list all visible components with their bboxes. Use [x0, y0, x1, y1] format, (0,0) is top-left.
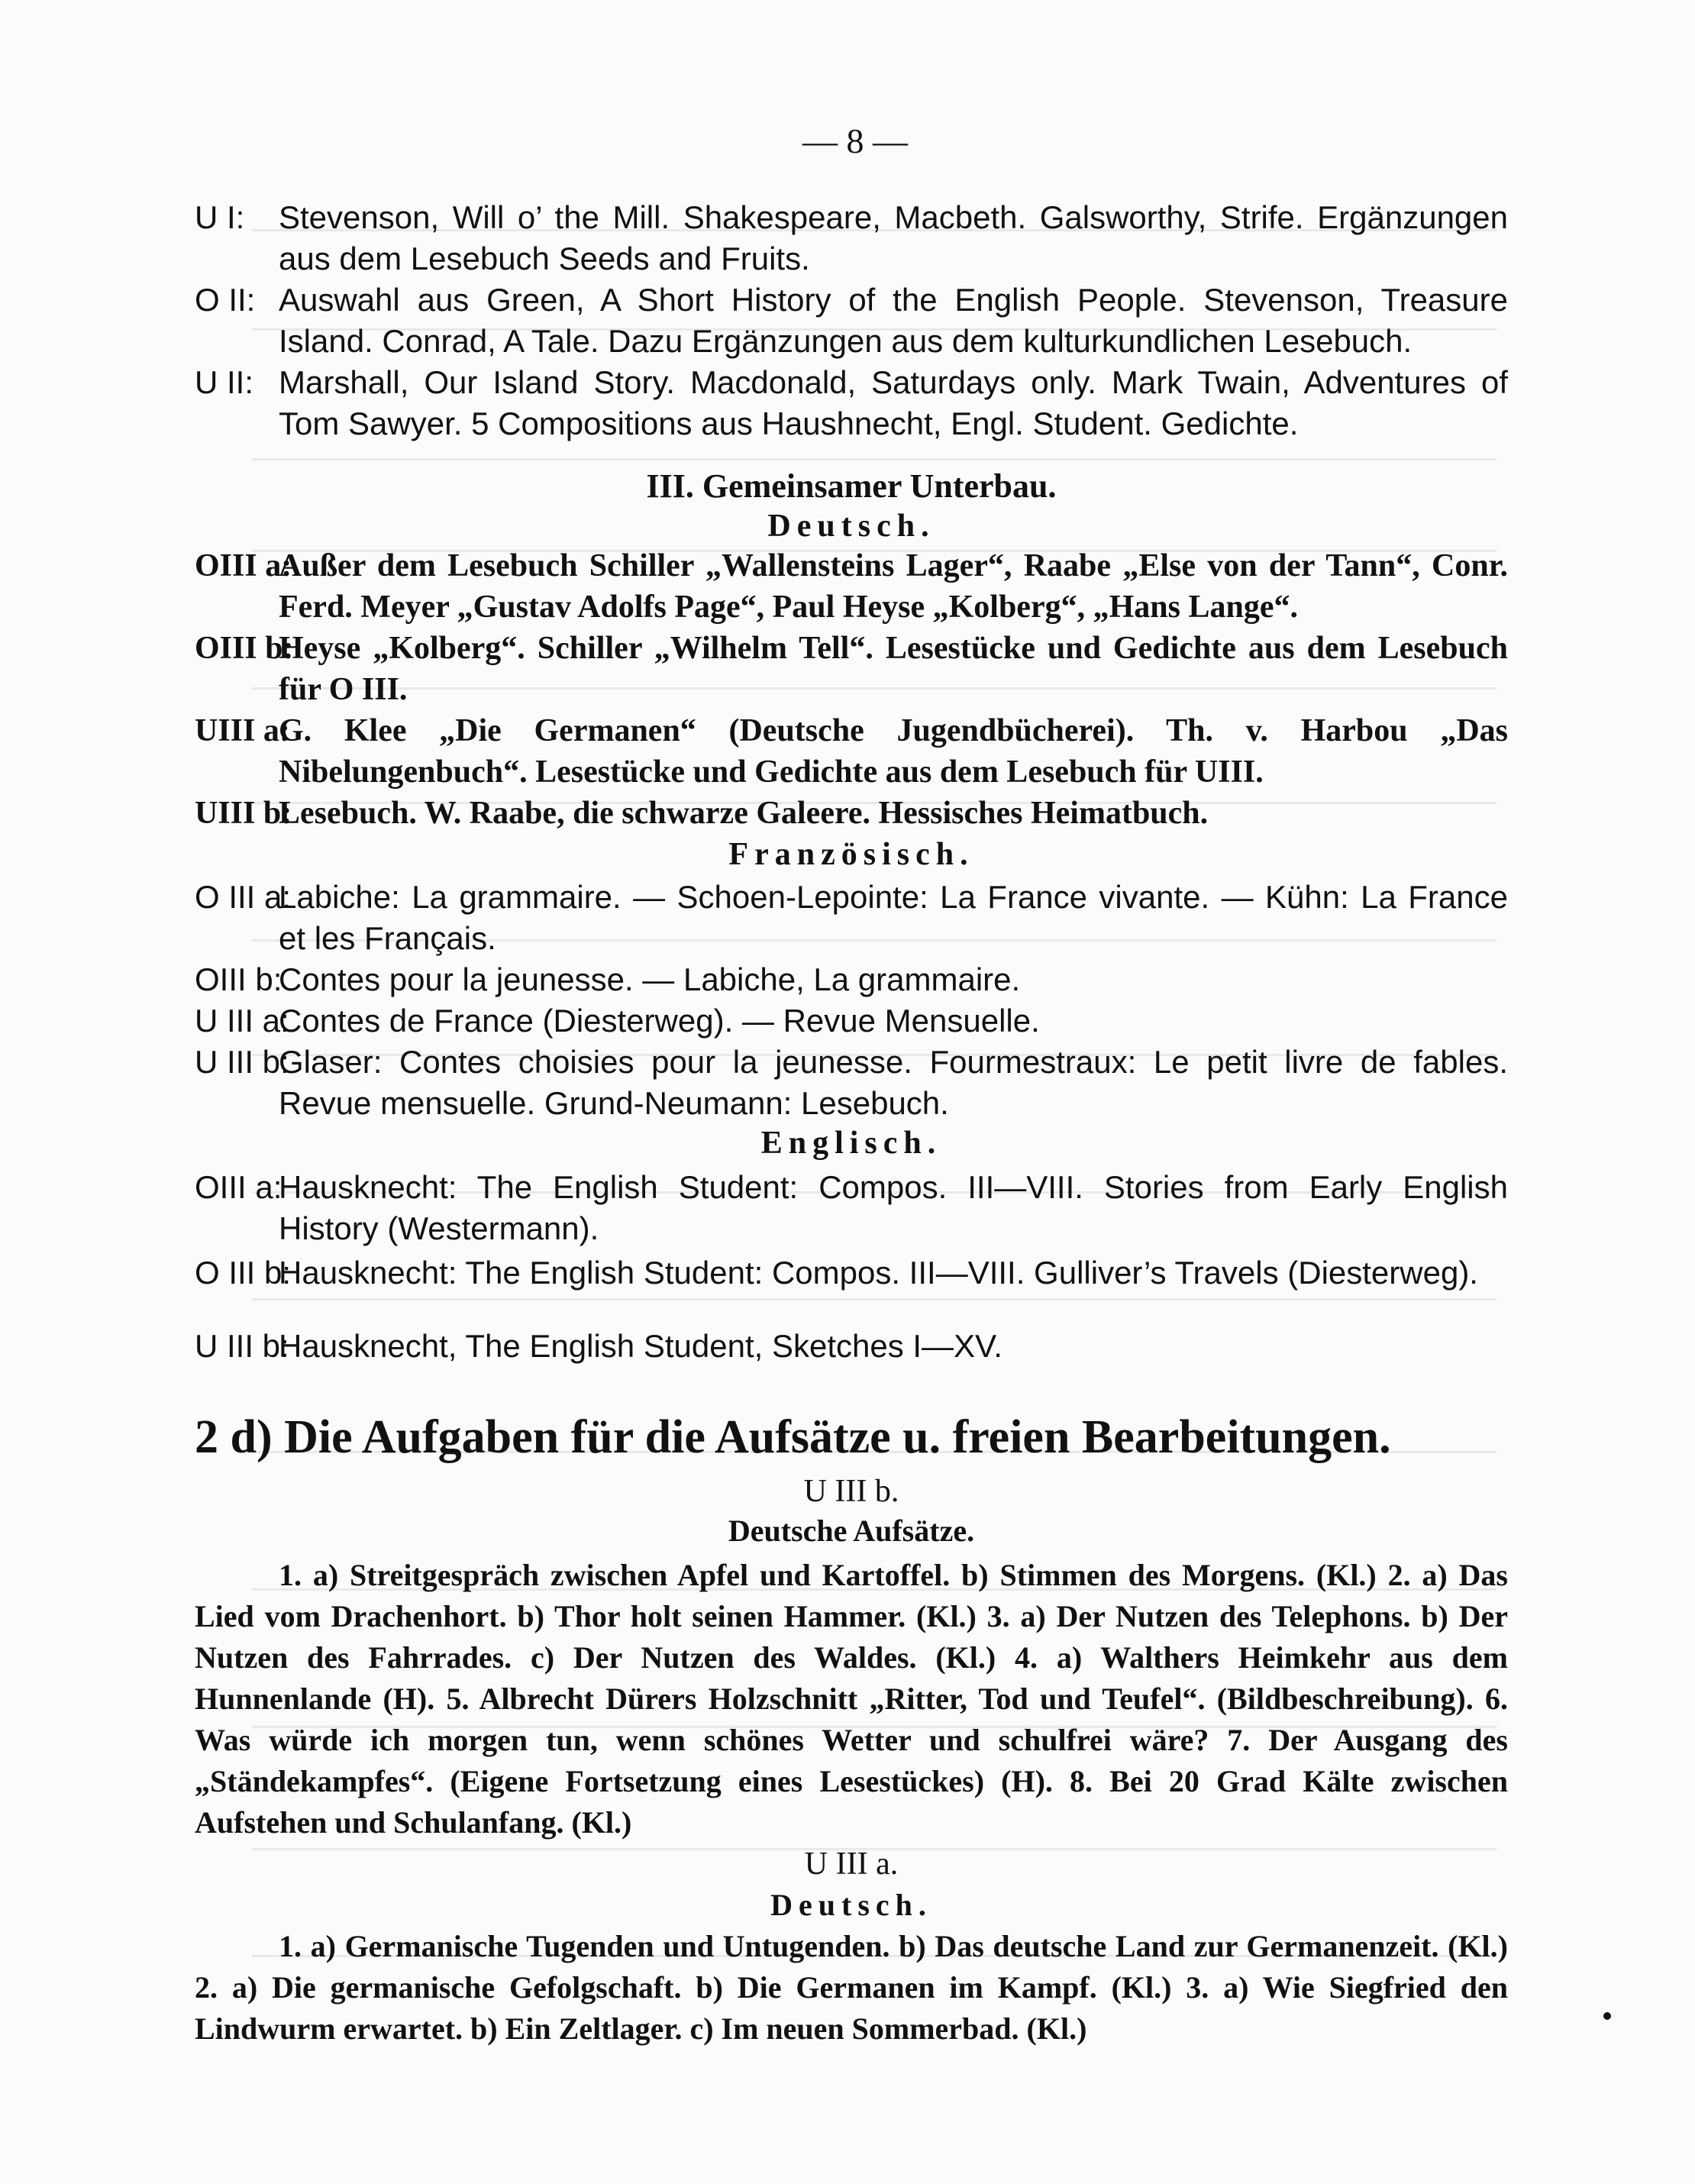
entry-text: Stevenson, Will o’ the Mill. Shakespeare, Macbeth. Galsworthy, Strife. Ergänzungen aus dem Lesebuch Seeds and Fruits. — [279, 199, 1508, 276]
entry-label: U II: — [195, 364, 254, 400]
entry-engl-uiiib — [195, 1326, 1508, 1367]
entry-label: OIII a: — [195, 1169, 282, 1205]
entry-label: U I: — [195, 199, 245, 235]
entry-label: O III b: — [195, 1255, 292, 1291]
subject-title-englisch: Englisch. — [760, 1126, 942, 1161]
entry-text: Außer dem Lesebuch Schiller „Wallensteins Lager“, Raabe „Else von der Tann“, Conr. Ferd. Meyer „Gustav Adolfs Page“, Paul Heyse „Kolberg“, „Hans Lange“. — [279, 548, 1508, 625]
entry-deutsch-uiiia — [195, 710, 1508, 793]
entry-franz-oiiia — [195, 877, 1508, 959]
entry-engl-oiiib — [195, 1252, 1508, 1294]
entry-label: O III a: — [195, 879, 292, 915]
entry-franz-uiiib — [195, 1042, 1508, 1124]
subject-title-deutsch: Deutsch. — [767, 509, 935, 544]
entry-label: OIII b: — [195, 631, 294, 666]
entry-ui — [195, 197, 1508, 279]
entry-text: Glaser: Contes choisies pour la jeunesse. Fourmestraux: Le petit livre de fables. Revue mensuelle. Grund-Neumann: Lesebuch. — [279, 1044, 1508, 1121]
entry-label: UIII b: — [195, 796, 292, 831]
class-label-uiiib: U III b. — [803, 1474, 899, 1509]
entry-text: G. Klee „Die Germanen“ (Deutsche Jugendbücherei). Th. v. Harbou „Das Nibelungenbuch“. Lesestücke und Gedichte aus dem Lesebuch für UIII. — [279, 713, 1508, 790]
entry-text: Hausknecht: The English Student: Compos. III—VIII. Gulliver’s Travels (Diesterweg). — [279, 1255, 1478, 1291]
ink-spot — [1603, 2012, 1611, 2020]
entry-label: OIII b: — [195, 961, 282, 997]
entry-deutsch-uiiib — [195, 793, 1508, 834]
entry-uii — [195, 362, 1508, 444]
class-label-uiiia: U III a. — [804, 1846, 899, 1882]
entry-label: UIII a: — [195, 713, 290, 748]
entry-text: Labiche: La grammaire. — Schoen-Lepointe: La France vivante. — Kühn: La France et les Français. — [279, 879, 1508, 956]
entry-text: Lesebuch. W. Raabe, die schwarze Galeere. Hessisches Heimatbuch. — [279, 796, 1209, 831]
entry-engl-oiiia — [195, 1167, 1508, 1249]
entry-text: Contes de France (Diesterweg). — Revue Mensuelle. — [279, 1003, 1040, 1039]
entry-text: Heyse „Kolberg“. Schiller „Wilhelm Tell“. Lesestücke und Gedichte aus dem Lesebuch für O III. — [279, 631, 1508, 707]
entry-text: Auswahl aus Green, A Short History of the English People. Stevenson, Treasure Island. Conrad, A Tale. Dazu Ergänzungen aus dem kulturkundlichen Lesebuch. — [279, 282, 1508, 359]
subject-title-franzoesisch: Französisch. — [728, 837, 974, 872]
entry-oii — [195, 279, 1508, 362]
entry-franz-uiiia — [195, 1000, 1508, 1042]
subtitle-deutsch: Deutsch. — [770, 1888, 932, 1922]
section-heading-aufgaben: 2 d) Die Aufgaben für die Aufsätze u. freien Bearbeitungen. — [195, 1411, 1391, 1463]
essay-topics-uiiia: 1. a) Germanische Tugenden und Untugenden. b) Das deutsche Land zur Germanenzeit. (Kl.) 2. a) Die germanische Gefolgschaft. b) Die Germanen im Kampf. (Kl.) 3. a) Wie Siegfried den Lindwurm erwartet. b) Ein Zeltlager. c) Im neuen Sommerbad. (Kl.) — [195, 1929, 1508, 2046]
entry-text: Marshall, Our Island Story. Macdonald, Saturdays only. Mark Twain, Adventures of Tom Sawyer. 5 Compositions aus Haushnecht, Engl. Student. Gedichte. — [279, 364, 1508, 441]
entry-label: U III a: — [195, 1003, 289, 1039]
page-number: — 8 — — [802, 121, 908, 160]
entry-label: U III b: — [195, 1328, 289, 1364]
entry-label: O II: — [195, 282, 256, 318]
section-heading-unterbau: III. Gemeinsamer Unterbau. — [646, 467, 1057, 505]
entry-text: Hausknecht, The English Student, Sketches I—XV. — [279, 1328, 1002, 1364]
entry-label: OIII a: — [195, 548, 292, 583]
subtitle-deutsche-aufsaetze: Deutsche Aufsätze. — [728, 1514, 975, 1548]
entry-label: U III b: — [195, 1044, 289, 1080]
entry-franz-oiiib — [195, 959, 1508, 1000]
entry-deutsch-oiiia — [195, 545, 1508, 628]
entry-deutsch-oiiib — [195, 628, 1508, 710]
entry-text: Hausknecht: The English Student: Compos. III—VIII. Stories from Early English History (Westermann). — [279, 1169, 1508, 1246]
entry-text: Contes pour la jeunesse. — Labiche, La grammaire. — [279, 961, 1021, 997]
essay-topics-uiiib: 1. a) Streitgespräch zwischen Apfel und Kartoffel. b) Stimmen des Morgens. (Kl.) 2. a) Das Lied vom Drachenhort. b) Thor holt seinen Hammer. (Kl.) 3. a) Der Nutzen des Telephons. b) Der Nutzen des Fahrrades. c) Der Nutzen des Waldes. (Kl.) 4. a) Walthers Heimkehr aus dem Hunnenlande (H). 5. Albrecht Dürers Holzschnitt „Ritter, Tod und Teufel“. (Bildbeschreibung). 6. Was würde ich morgen tun, wenn schönes Wetter und schulfrei wäre? 7. Der Ausgang des „Ständekampfes“. (Eigene Fortsetzung eines Lesestückes) (H). 8. Bei 20 Grad Kälte zwischen Aufstehen und Schulanfang. (Kl.) — [195, 1558, 1508, 1840]
